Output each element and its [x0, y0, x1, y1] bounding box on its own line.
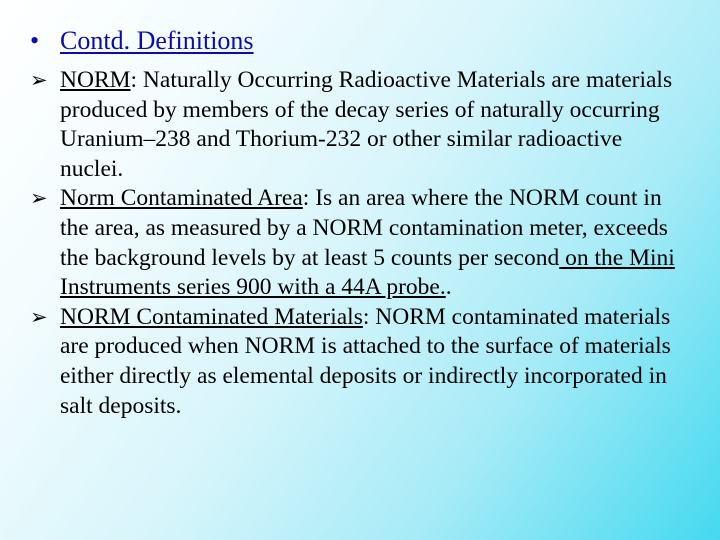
- definition-term: NORM Contaminated Materials: [60, 303, 363, 330]
- definition-separator: :: [362, 303, 370, 330]
- slide-title: [30, 24, 254, 58]
- definition-norm: [30, 66, 680, 184]
- definition-norm-contaminated-materials: [30, 303, 680, 421]
- definition-norm-contaminated-area: [30, 184, 680, 302]
- definition-text: Naturally Occurring Radioactive Materials are materials produced by members of the decay series of naturally occurring Uranium–238 and Thorium-232 or other similar radioactive nuclei.: [60, 67, 673, 182]
- title-bullet: •: [30, 26, 40, 55]
- arrow-bullet-icon: ➢: [30, 68, 48, 92]
- definition-text: NORM contaminated materials are produced when NORM is attached to the surface of materials either directly as elemental deposits or indirectly incorporated in salt deposits.: [60, 303, 671, 419]
- definition-separator: :: [130, 67, 138, 93]
- arrow-bullet-icon: ➢: [30, 304, 48, 329]
- definition-end: .: [445, 274, 452, 301]
- definition-separator: :: [302, 185, 310, 212]
- definition-term: NORM: [60, 67, 131, 93]
- title-text: Contd. Definitions: [60, 26, 254, 55]
- definition-term: Norm Contaminated Area: [60, 185, 303, 212]
- arrow-bullet-icon: ➢: [30, 186, 48, 211]
- definition-text: Is an area where the NORM count in the area, as measured by a NORM contamination meter, exceeds the background levels by at least 5 counts per second: [60, 185, 668, 271]
- definition-underlined-clause: on the Mini Instruments series 900 with a 44A probe.: [60, 244, 675, 301]
- definitions-list: [30, 66, 680, 421]
